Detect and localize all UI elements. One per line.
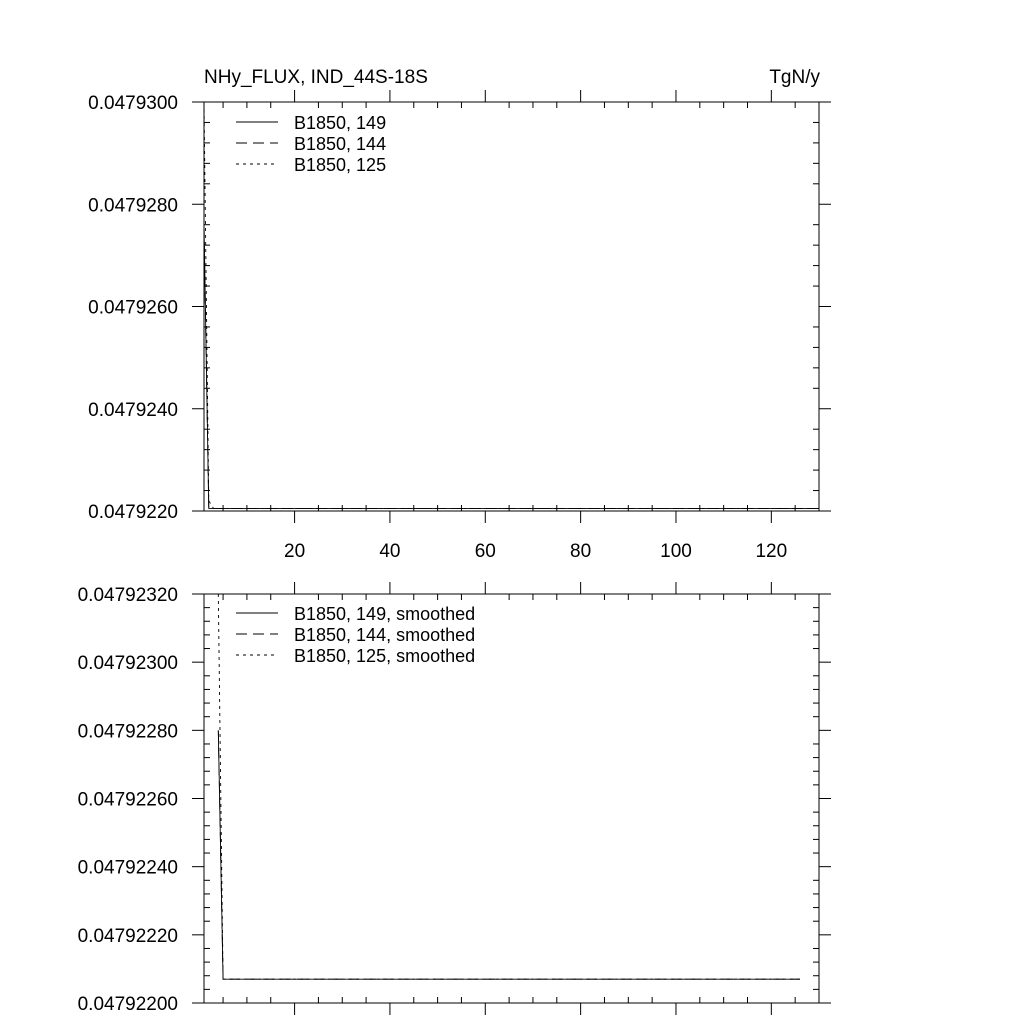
series-line: [204, 225, 819, 509]
series-line: [218, 730, 800, 979]
y-tick-label: 0.0479280: [88, 195, 178, 217]
legend-label: B1850, 144, smoothed: [294, 625, 476, 645]
legend-label: B1850, 149: [294, 113, 387, 133]
legend-label: B1850, 144: [294, 134, 387, 154]
y-tick-label: 0.04792200: [77, 994, 178, 1015]
x-tick-label: 20: [284, 541, 306, 562]
top-panel: [88, 67, 831, 562]
bottom-panel: [78, 582, 831, 1015]
series-line: [204, 225, 819, 509]
x-tick-label: 100: [660, 541, 692, 562]
y-tick-label: 0.0479300: [88, 93, 178, 114]
legend-label: B1850, 149, smoothed: [294, 604, 476, 624]
y-tick-label: 0.04792220: [77, 925, 178, 947]
chart-title-left: NHy_FLUX, IND_44S-18S: [204, 67, 428, 88]
y-tick-label: 0.04792300: [77, 653, 178, 675]
chart-units-label: TgN/y: [769, 67, 820, 88]
y-tick-label: 0.04792320: [77, 585, 178, 606]
legend-label: B1850, 125: [294, 155, 387, 175]
y-tick-label: 0.0479240: [88, 399, 178, 421]
y-tick-label: 0.04792260: [77, 789, 178, 811]
y-tick-label: 0.0479220: [88, 502, 178, 523]
legend-label: B1850, 125, smoothed: [294, 646, 476, 666]
y-tick-label: 0.04792240: [77, 857, 178, 879]
y-tick-label: 0.0479260: [88, 297, 178, 319]
series-line: [218, 730, 800, 979]
x-tick-label: 120: [755, 541, 788, 562]
x-tick-label: 40: [379, 541, 401, 562]
x-tick-label: 80: [570, 541, 592, 562]
y-tick-label: 0.04792280: [77, 721, 178, 743]
x-tick-label: 60: [474, 541, 496, 562]
